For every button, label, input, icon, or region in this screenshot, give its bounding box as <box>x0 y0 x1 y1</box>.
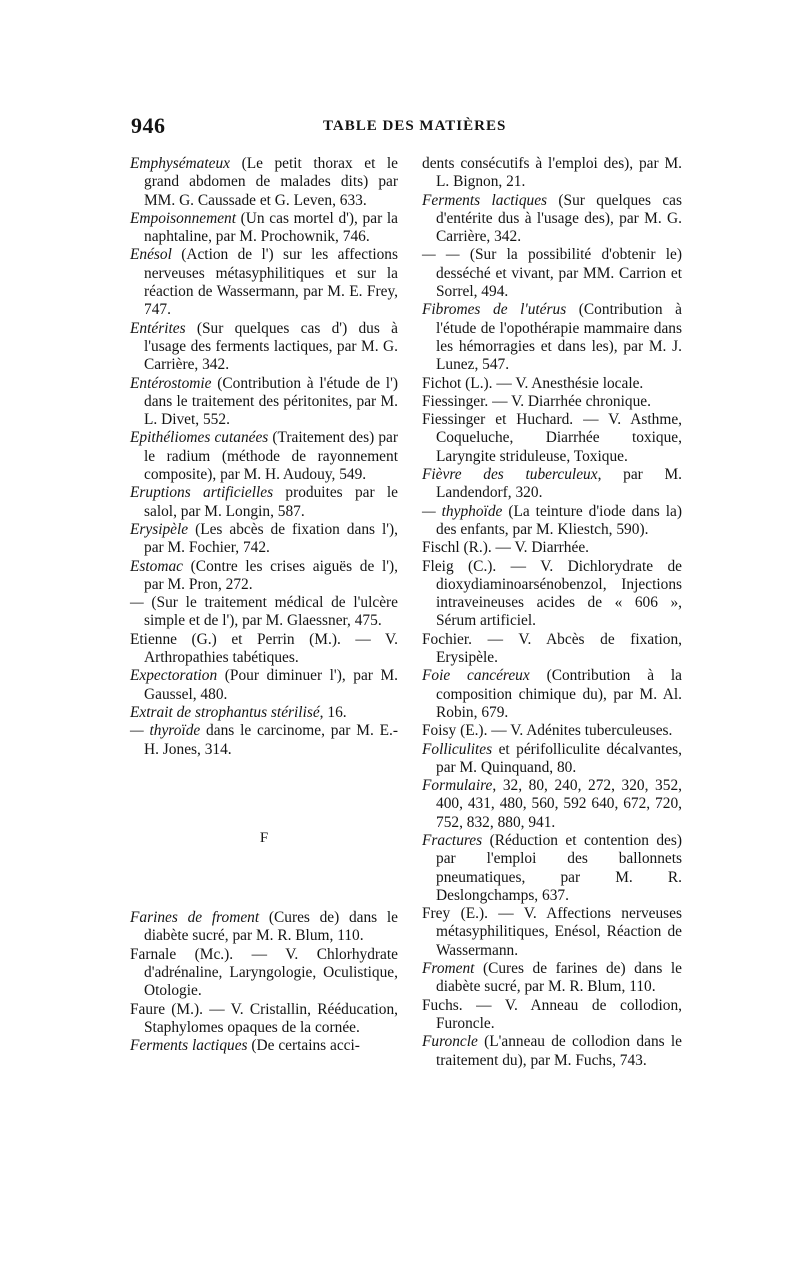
entry-text: (Sur le traitement médical de l'ulcère simple et de l'), par M. Glaessner, 475. <box>143 594 398 630</box>
entry-term: Expectoration <box>130 667 218 685</box>
index-entry <box>422 411 682 466</box>
entry-term: Epithéliomes cutanées <box>130 429 269 447</box>
index-entry <box>130 594 398 631</box>
entry-term: Folliculites <box>422 740 493 758</box>
entry-text: Fichot (L.). — V. Anesthésie locale. <box>422 374 644 392</box>
entry-text: (Cures de) dans le diabète sucré, par M. R. Blum, 110. <box>144 909 398 945</box>
entry-text: (Sur quelques cas d'entérite dus à l'usage des), par M. G. Carrière, 342. <box>436 191 682 246</box>
entry-text: (L'anneau de collodion dans le traitement du), par M. Fuchs, 743. <box>436 1033 682 1069</box>
index-entry <box>422 503 682 540</box>
right-entries <box>422 155 682 1070</box>
index-entry <box>422 375 682 393</box>
entry-text: dans le carcinome, par M. E.-H. Jones, 314. <box>144 722 398 758</box>
entry-term: — — <box>422 246 460 264</box>
section-letter: F <box>259 829 269 846</box>
entry-text: Fleig (C.). — V. Dichlorydrate de dioxydiaminoarsénobenzol, Injections intraveineuses acides de « 606 », Sérum artificiel. <box>422 557 682 630</box>
entry-text: , 16. <box>319 703 347 721</box>
entry-text: Foisy (E.). — V. Adénites tuberculeuses. <box>422 722 673 740</box>
entry-text: Etienne (G.) et Perrin (M.). — V. Arthropathies tabétiques. <box>130 630 398 667</box>
index-entry <box>422 466 682 503</box>
index-entry <box>130 667 398 704</box>
index-entry <box>422 246 682 301</box>
running-title: TABLE DES MATIÈRES <box>323 118 507 134</box>
index-entry <box>422 1033 682 1070</box>
entry-text: Fischl (R.). — V. Diarrhée. <box>422 539 589 557</box>
entry-term: — <box>130 594 144 612</box>
entry-term: Fractures <box>422 831 483 849</box>
index-entry <box>130 210 398 247</box>
entry-term: Empoisonnement <box>130 209 237 227</box>
entry-text: Fuchs. — V. Anneau de collodion, Furoncle. <box>422 996 682 1032</box>
entry-term: Furoncle <box>422 1033 478 1051</box>
index-entry <box>422 539 682 557</box>
page-number: 946 <box>131 113 166 138</box>
left-column <box>130 155 398 1055</box>
entry-text: Frey (E.). — V. Affections nerveuses métasyphilitiques, Enésol, Réaction de Wassermann. <box>422 905 682 959</box>
index-entry <box>130 246 398 319</box>
entry-term: Ferments lactiques <box>422 191 548 209</box>
entry-text: Fochier. — V. Abcès de fixation, Erysipèle. <box>422 630 682 667</box>
entry-text: (Action de l') sur les affections nerveuses métasyphilitiques et sur la réaction de Wassermann, par M. E. Frey, 747. <box>144 246 398 319</box>
entry-text: (De certains acci- <box>247 1037 360 1055</box>
entry-text: Fiessinger. — V. Diarrhée chronique. <box>422 392 651 410</box>
entry-text: (Pour diminuer l'), par M. Gaussel, 480. <box>144 667 398 703</box>
entry-text: (Traitement des) par le radium (méthode de rayonnement composite), par M. H. Audouy, 549. <box>144 429 398 484</box>
entry-text: Fiessinger et Huchard. — V. Asthme, Coqueluche, Diarrhée toxique, Laryngite striduleuse, Toxique. <box>422 411 682 465</box>
index-entry <box>130 429 398 484</box>
right-column <box>422 155 682 1070</box>
index-entry <box>422 393 682 411</box>
entry-term: Enésol <box>130 246 172 264</box>
index-entry <box>130 722 398 759</box>
entry-term: Emphysémateux <box>130 155 231 172</box>
entry-text: (Le petit thorax et le grand abdomen de malades dits) par MM. G. Caussade et G. Leven, 633. <box>144 155 398 209</box>
entry-text: (Les abcès de fixation dans l'), par M. Fochier, 742. <box>144 520 398 557</box>
index-entry <box>422 558 682 631</box>
index-entry <box>130 320 398 375</box>
index-entry <box>422 667 682 722</box>
index-entry <box>422 301 682 374</box>
entry-text: (Un cas mortel d'), par la naphtaline, par M. Prochownik, 746. <box>144 209 398 246</box>
index-entry <box>130 375 398 430</box>
index-entry <box>422 192 682 247</box>
entry-text: produites par le salol, par M. Longin, 587. <box>144 484 398 520</box>
entry-text: , 32, 80, 240, 272, 320, 352, 400, 431, 480, 560, 592 640, 672, 720, 752, 832, 880, 941. <box>436 777 682 831</box>
index-entry <box>422 960 682 997</box>
index-entry <box>130 155 398 210</box>
index-entry <box>422 997 682 1034</box>
entry-term: — thyphoïde <box>422 502 503 520</box>
entry-text: dents consécutifs à l'emploi des), par M. L. Bignon, 21. <box>422 155 682 191</box>
index-entry <box>130 1037 398 1055</box>
entry-term: Extrait de strophantus stérilisé <box>130 703 320 721</box>
index-entry <box>422 722 682 740</box>
entry-text: (Contribution à la composition chimique du), par M. Al. Robin, 679. <box>436 667 682 721</box>
entry-term: Ferments lactiques <box>130 1037 248 1055</box>
entry-term: Fièvre des tuberculeux <box>422 466 598 484</box>
entry-text: (Contribution à l'étude de l') dans le traitement des péritonites, par M. L. Divet, 552. <box>144 374 398 429</box>
entry-term: Erysipèle <box>130 520 189 538</box>
entry-term: Formulaire <box>422 777 493 795</box>
entry-text: (Contribution à l'étude de l'opothérapie mammaire dans les hémorragies et dans les), par M. J. Lunez, 547. <box>436 301 682 374</box>
index-entry <box>130 1001 398 1038</box>
entry-term: Eruptions artificielles <box>130 484 274 502</box>
left-entries-after <box>130 909 398 1055</box>
index-entry <box>130 521 398 558</box>
index-entry <box>422 777 682 832</box>
entry-term: Farines de froment <box>130 909 260 927</box>
entry-text: Faure (M.). — V. Cristallin, Rééducation, Staphylomes opaques de la cornée. <box>130 1000 398 1036</box>
entry-term: Foie cancéreux <box>422 667 530 685</box>
index-entry <box>130 484 398 521</box>
index-entry <box>130 909 398 946</box>
entry-text: (Sur quelques cas d') dus à l'usage des ferments lactiques, par M. G. Carrière, 342. <box>144 319 398 374</box>
entry-term: Entérostomie <box>130 374 212 392</box>
entry-text: (La teinture d'iode dans la) des enfants, par M. Kliestch, 590). <box>436 502 682 538</box>
entry-text: , par M. Landendorf, 320. <box>436 466 682 502</box>
index-entry <box>422 741 682 778</box>
index-entry <box>422 155 682 192</box>
entry-text: Farnale (Mc.). — V. Chlorhydrate d'adrénaline, Laryngologie, Oculistique, Otologie. <box>130 945 398 1000</box>
index-entry <box>130 946 398 1001</box>
index-entry <box>130 558 398 595</box>
entry-text: (Cures de farines de) dans le diabète sucré, par M. R. Blum, 110. <box>436 960 682 996</box>
index-entry <box>422 905 682 960</box>
index-entry <box>422 631 682 668</box>
entry-term: Fibromes de l'utérus <box>422 301 567 319</box>
entry-text: et périfolliculite décalvantes, par M. Quinquand, 80. <box>436 740 682 776</box>
index-entry <box>130 631 398 668</box>
entry-term: Froment <box>422 960 475 978</box>
index-entry <box>130 704 398 722</box>
entry-term: Estomac <box>130 557 184 575</box>
entry-text: (Contre les crises aiguës de l'), par M. Pron, 272. <box>144 557 398 593</box>
entry-term: Entérites <box>130 319 186 337</box>
entry-text: (Sur la possibilité d'obtenir le) desséché et vivant, par MM. Carrion et Sorrel, 494. <box>436 246 683 301</box>
entry-term: — thyroïde <box>130 722 201 740</box>
left-entries-before <box>130 155 398 759</box>
index-entry <box>422 832 682 905</box>
entry-text: (Réduction et contention des) par l'emploi des ballonnets pneumatiques, par M. R. Deslongchamps, 637. <box>436 831 682 904</box>
